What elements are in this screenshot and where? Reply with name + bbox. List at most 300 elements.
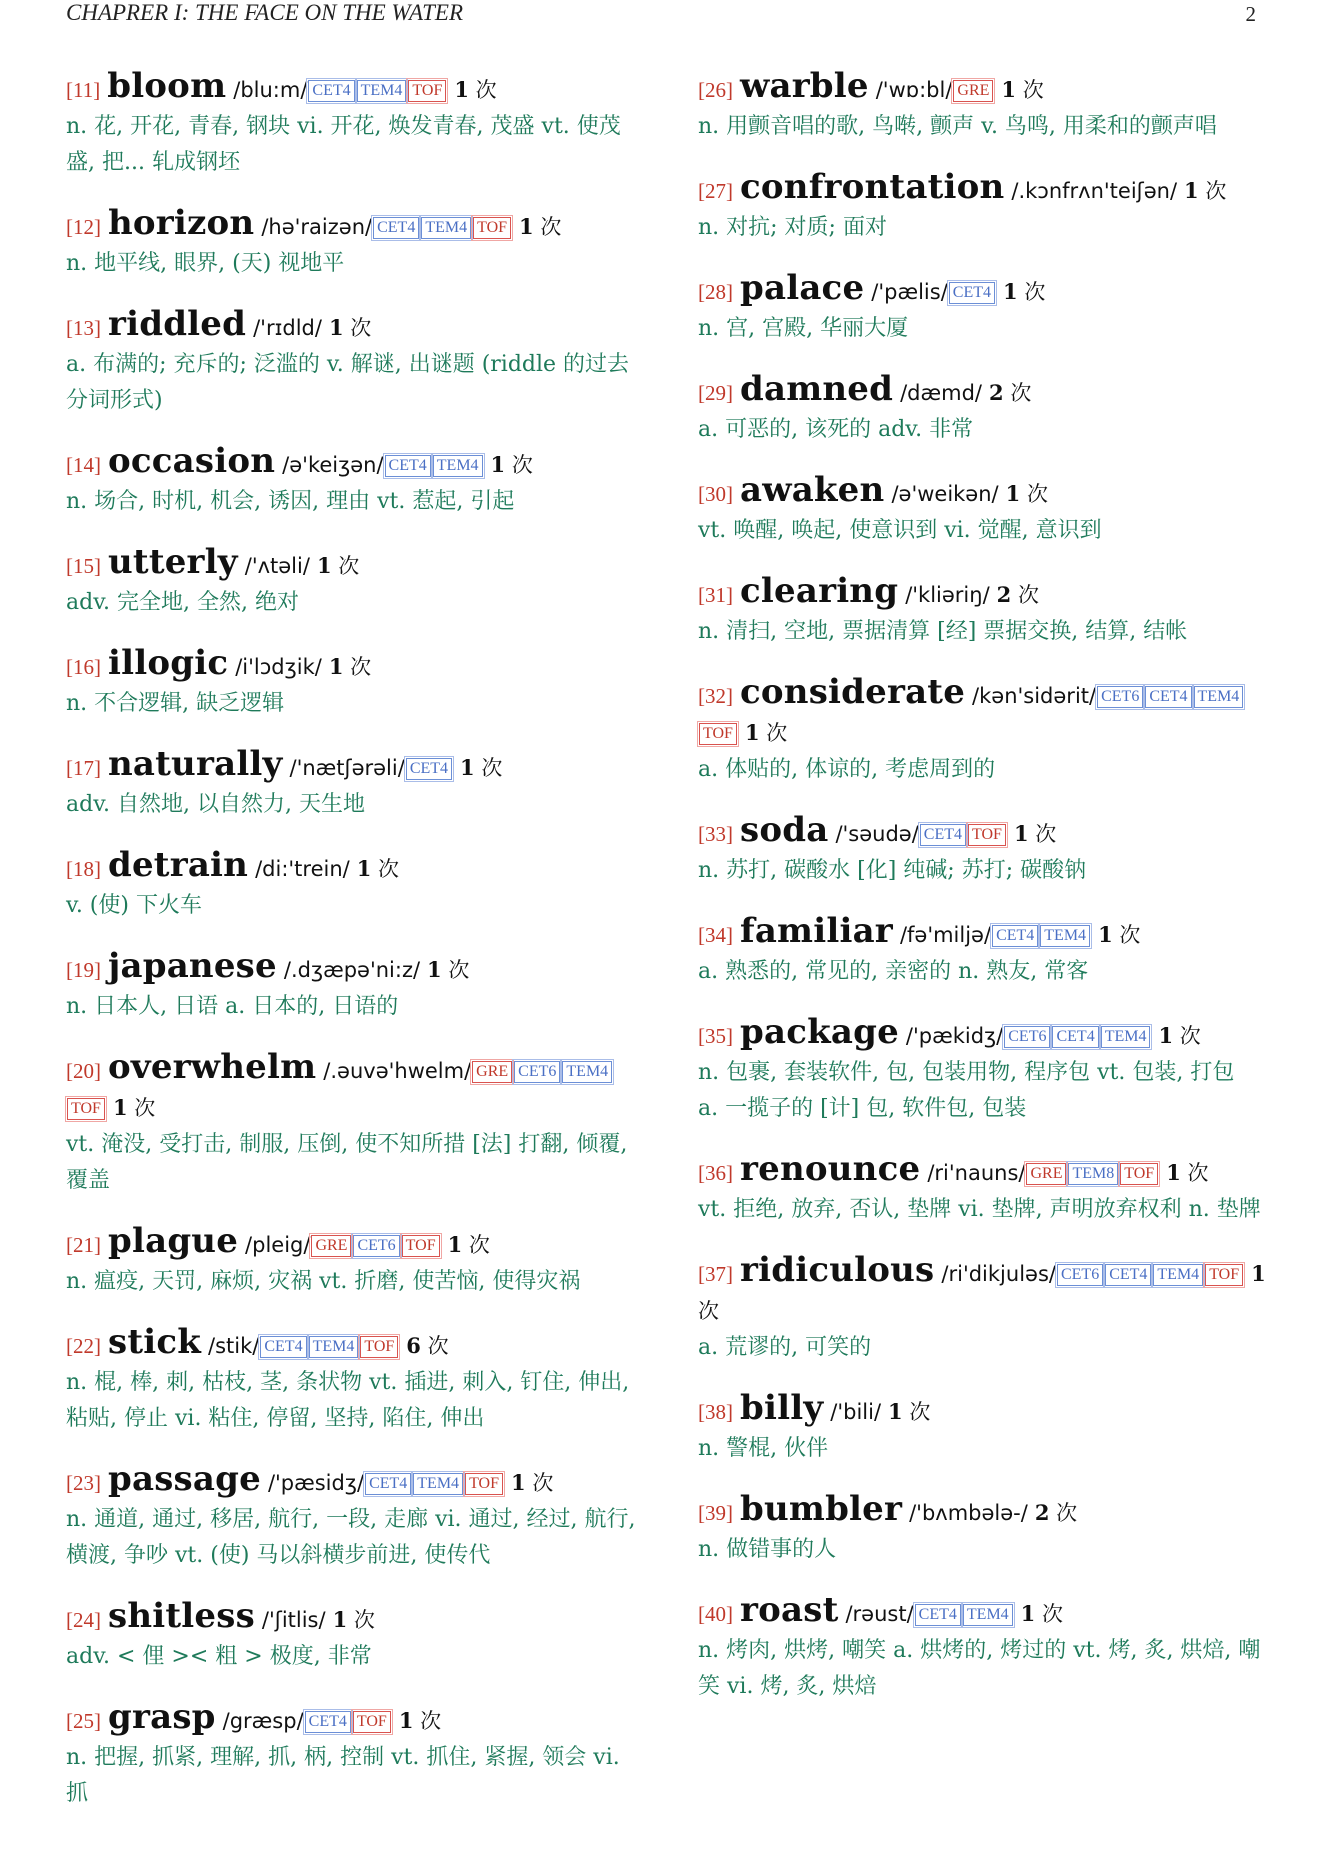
vocab-entry	[66, 1598, 636, 1675]
occurrence-count	[1001, 78, 1043, 102]
exam-tag: GRE	[311, 1235, 351, 1257]
count-value: 2	[1034, 1500, 1050, 1525]
headword: grasp	[108, 1697, 216, 1737]
entry-headword-line	[66, 306, 636, 347]
entry-headword-line	[66, 443, 636, 484]
headword: familiar	[740, 911, 893, 951]
exam-tag: TEM4	[1194, 686, 1244, 708]
entry-number: [39]	[698, 1501, 733, 1525]
exam-tag: GRE	[953, 80, 993, 102]
count-unit: 次	[378, 857, 400, 881]
count-value: 1	[744, 720, 760, 745]
exam-tag: TEM4	[421, 217, 471, 239]
entry-headword-line	[698, 68, 1268, 109]
exam-tag: CET4	[1145, 686, 1191, 708]
exam-tag: TEM4	[413, 1473, 463, 1495]
occurrence-count	[1014, 822, 1056, 846]
vocab-entry	[66, 847, 636, 924]
occurrence-count	[460, 756, 502, 780]
vocab-entry	[66, 1223, 636, 1300]
count-unit: 次	[1024, 280, 1046, 304]
entry-headword-line	[698, 1390, 1268, 1431]
headword: warble	[740, 66, 869, 106]
headword: renounce	[740, 1149, 921, 1189]
vocab-entry	[698, 1491, 1268, 1568]
definition: n. 通道, 通过, 移居, 航行, 一段, 走廊 vi. 通过, 经过, 航行, 横渡, 争吵 vt. (使) 马以斜横步前进, 使传代	[66, 1507, 636, 1568]
exam-tag: CET4	[260, 1336, 306, 1358]
definition: n. 场合, 时机, 机会, 诱因, 理由 vt. 惹起, 引起	[66, 489, 515, 514]
vocab-entry	[66, 1324, 636, 1437]
phonetic: /hə'raizən/	[261, 215, 373, 239]
count-unit: 次	[909, 1400, 931, 1424]
vocab-entry	[698, 812, 1268, 889]
count-unit: 次	[338, 554, 360, 578]
vocab-entry	[698, 1014, 1268, 1127]
definition: adv. < 俚 >< 粗 > 极度, 非常	[66, 1644, 372, 1669]
entry-headword-line	[66, 847, 636, 888]
phonetic: /di:'trein/	[255, 857, 350, 881]
count-unit: 次	[350, 655, 372, 679]
occurrence-count	[1098, 923, 1140, 947]
phonetic: /'ʌtəli/	[244, 554, 310, 578]
entry-number: [40]	[698, 1602, 733, 1626]
phonetic: /'ʃitlis/	[261, 1608, 326, 1632]
entry-number: [35]	[698, 1024, 733, 1048]
exam-tag: TOF	[1120, 1163, 1158, 1185]
entry-headword-line	[698, 1151, 1268, 1192]
exam-tag: CET4	[308, 80, 354, 102]
count-value: 1	[519, 214, 534, 239]
count-unit: 次	[353, 1608, 375, 1632]
occurrence-count	[406, 1334, 448, 1358]
occurrence-count	[1158, 1024, 1200, 1048]
phonetic: /'səudə/	[835, 822, 919, 846]
occurrence-count	[333, 1608, 375, 1632]
entry-number: [16]	[66, 655, 101, 679]
page-number: 2	[1245, 2, 1256, 26]
phonetic: /'wɒ:bl/	[875, 78, 953, 102]
vocab-entry	[66, 68, 636, 181]
phonetic: /i'lɔdʒik/	[235, 655, 322, 679]
vocab-entry	[698, 68, 1268, 145]
count-value: 1	[1013, 821, 1029, 846]
count-unit: 次	[1056, 1501, 1078, 1525]
definition: n. 包裹, 套装软件, 包, 包装用物, 程序包 vt. 包装, 打包	[698, 1060, 1235, 1085]
exam-tag: TOF	[408, 80, 446, 102]
phonetic: /.dʒæpə'ni:z/	[283, 958, 421, 982]
exam-tag: CET4	[406, 758, 452, 780]
vocab-entry	[66, 1461, 636, 1574]
count-unit: 次	[350, 316, 372, 340]
vocab-entry	[66, 306, 636, 419]
phonetic: /'rɪdld/	[253, 316, 322, 340]
count-value: 1	[328, 654, 344, 679]
entry-headword-line	[698, 1592, 1268, 1633]
exam-tag: CET4	[373, 217, 419, 239]
count-unit: 次	[1035, 822, 1057, 846]
headword: utterly	[108, 542, 238, 582]
definition: n. 花, 开花, 青春, 钢块 vi. 开花, 焕发青春, 茂盛 vt. 使茂盛, 把... 轧成钢坯	[66, 114, 621, 175]
vocab-entry	[698, 573, 1268, 650]
entry-number: [26]	[698, 78, 733, 102]
count-value: 2	[989, 380, 1004, 405]
exam-tag: CET4	[920, 824, 966, 846]
definition: a. 体贴的, 体谅的, 考虑周到的	[698, 757, 996, 782]
right-column	[698, 68, 1268, 1729]
occurrence-count	[989, 381, 1031, 405]
count-unit: 次	[134, 1096, 156, 1120]
occurrence-count	[1021, 1602, 1063, 1626]
entry-headword-line	[698, 812, 1268, 853]
count-value: 1	[398, 1708, 414, 1733]
exam-tag: TOF	[473, 217, 511, 239]
occurrence-count	[454, 78, 496, 102]
definition: vt. 唤醒, 唤起, 使意识到 vi. 觉醒, 意识到	[698, 518, 1102, 543]
count-value: 1	[1001, 77, 1017, 102]
occurrence-count	[745, 721, 787, 745]
phonetic: /ə'weikən/	[891, 482, 999, 506]
headword: roast	[740, 1590, 839, 1630]
exam-tag: CET4	[992, 925, 1038, 947]
exam-tag: TEM4	[433, 455, 483, 477]
count-value: 1	[490, 452, 506, 477]
exam-tag: TOF	[1205, 1264, 1243, 1286]
phonetic: /'bʌmbələ-/	[909, 1501, 1028, 1525]
occurrence-count	[491, 453, 533, 477]
definition: n. 对抗; 对质; 面对	[698, 215, 887, 240]
page-header	[66, 0, 1256, 30]
vocab-entry	[66, 443, 636, 520]
count-unit: 次	[1179, 1024, 1201, 1048]
entry-number: [17]	[66, 756, 101, 780]
entry-headword-line	[66, 1324, 636, 1365]
occurrence-count	[427, 958, 469, 982]
count-value: 1	[112, 1095, 128, 1120]
vocab-entry	[66, 205, 636, 282]
phonetic: /.əuvə'hwelm/	[323, 1059, 472, 1083]
entry-headword-line	[698, 573, 1268, 614]
vocab-entry	[698, 472, 1268, 549]
phonetic: /'bili/	[830, 1400, 882, 1424]
phonetic: /stik/	[208, 1334, 260, 1358]
headword: stick	[108, 1322, 202, 1362]
entry-number: [33]	[698, 822, 733, 846]
definition: vt. 拒绝, 放弃, 否认, 垫牌 vi. 垫牌, 声明放弃权利 n. 垫牌	[698, 1197, 1261, 1222]
occurrence-count	[888, 1400, 930, 1424]
exam-tag: CET4	[949, 282, 995, 304]
headword: illogic	[108, 643, 229, 683]
entry-number: [38]	[698, 1400, 733, 1424]
vocab-entry	[698, 674, 1268, 788]
definition: v. (使) 下火车	[66, 893, 202, 918]
occurrence-count	[1184, 179, 1226, 203]
chapter-title: CHAPRER I: THE FACE ON THE WATER	[66, 0, 464, 25]
headword: soda	[740, 810, 829, 850]
count-unit: 次	[468, 1233, 490, 1257]
vocab-entry	[698, 371, 1268, 448]
occurrence-count	[1035, 1501, 1077, 1525]
headword: shitless	[108, 1596, 255, 1636]
occurrence-count	[1003, 280, 1045, 304]
exam-tag: TOF	[968, 824, 1006, 846]
count-unit: 次	[427, 1334, 449, 1358]
entry-number: [23]	[66, 1471, 101, 1495]
definition: n. 清扫, 空地, 票据清算 [经] 票据交换, 结算, 结帐	[698, 619, 1188, 644]
entry-number: [13]	[66, 316, 101, 340]
exam-tag: CET6	[353, 1235, 399, 1257]
exam-tag: CET4	[1052, 1026, 1098, 1048]
entry-headword-line	[66, 68, 636, 109]
definition: a. 布满的; 充斥的; 泛滥的 v. 解谜, 出谜题 (riddle 的过去分词形式)	[66, 352, 630, 413]
definition: n. 棍, 棒, 刺, 枯枝, 茎, 条状物 vt. 插进, 刺入, 钉住, 伸出, 粘贴, 停止 vi. 粘住, 停留, 坚持, 陷住, 伸出	[66, 1370, 630, 1431]
entry-headword-line	[698, 371, 1268, 412]
entry-headword-line	[66, 544, 636, 585]
exam-tag: TEM4	[1153, 1264, 1203, 1286]
phonetic: /pleig/	[245, 1233, 311, 1257]
exam-tag: TEM8	[1068, 1163, 1118, 1185]
definition: n. 警棍, 伙伴	[698, 1436, 829, 1461]
definition: a. 一揽子的 [计] 包, 软件包, 包装	[698, 1096, 1027, 1121]
count-unit: 次	[766, 721, 788, 745]
entry-headword-line	[698, 1491, 1268, 1532]
occurrence-count	[1166, 1161, 1208, 1185]
entry-number: [15]	[66, 554, 101, 578]
exam-tag: CET4	[305, 1711, 351, 1733]
phonetic: /fə'miljə/	[899, 923, 992, 947]
entry-number: [28]	[698, 280, 733, 304]
entry-number: [25]	[66, 1709, 101, 1733]
exam-tag: TOF	[353, 1711, 391, 1733]
headword: billy	[740, 1388, 824, 1428]
occurrence-count	[448, 1233, 490, 1257]
entry-number: [19]	[66, 958, 101, 982]
headword: bloom	[107, 66, 227, 106]
count-unit: 次	[1022, 78, 1044, 102]
entry-headword-line	[66, 645, 636, 686]
count-value: 1	[454, 77, 469, 102]
count-unit: 次	[1187, 1161, 1209, 1185]
definition: n. 苏打, 碳酸水 [化] 纯碱; 苏打; 碳酸钠	[698, 858, 1087, 883]
count-unit: 次	[1119, 923, 1141, 947]
entry-headword-line	[698, 674, 1268, 752]
phonetic: /'kliəriŋ/	[905, 583, 990, 607]
exam-tag: TEM4	[562, 1061, 612, 1083]
entry-headword-line	[66, 746, 636, 787]
count-unit: 次	[511, 453, 533, 477]
exam-tag: TEM4	[309, 1336, 359, 1358]
exam-tag: CET4	[1105, 1264, 1151, 1286]
entry-number: [30]	[698, 482, 733, 506]
count-value: 1	[316, 553, 332, 578]
exam-tag: TEM4	[357, 80, 407, 102]
entry-number: [14]	[66, 453, 101, 477]
headword: plague	[108, 1221, 239, 1261]
entry-headword-line	[66, 1699, 636, 1740]
phonetic: /'pælis/	[871, 280, 948, 304]
left-column	[66, 68, 636, 1836]
entry-number: [34]	[698, 923, 733, 947]
count-unit: 次	[532, 1471, 554, 1495]
entry-number: [20]	[66, 1059, 101, 1083]
vocab-entry	[698, 1390, 1268, 1467]
entry-number: [27]	[698, 179, 733, 203]
count-value: 1	[1251, 1261, 1266, 1286]
entry-number: [32]	[698, 684, 733, 708]
exam-tag: TOF	[402, 1235, 440, 1257]
exam-tag: TEM4	[1101, 1026, 1151, 1048]
count-unit: 次	[475, 78, 497, 102]
definition: n. 做错事的人	[698, 1537, 837, 1562]
headword: naturally	[108, 744, 283, 784]
exam-tag: GRE	[1026, 1163, 1066, 1185]
phonetic: /ri'nauns/	[927, 1161, 1026, 1185]
entry-headword-line	[698, 169, 1268, 210]
count-value: 1	[460, 755, 475, 780]
entry-headword-line	[698, 913, 1268, 954]
count-value: 2	[996, 582, 1012, 607]
occurrence-count	[357, 857, 399, 881]
phonetic: /'nætʃərəli/	[289, 756, 405, 780]
exam-tag: CET6	[1057, 1264, 1103, 1286]
count-unit: 次	[1205, 179, 1227, 203]
vocab-entry	[66, 948, 636, 1025]
exam-tag: GRE	[472, 1061, 512, 1083]
exam-tag: TOF	[699, 723, 737, 745]
headword: detrain	[108, 845, 249, 885]
count-unit: 次	[448, 958, 470, 982]
vocab-entry	[66, 1699, 636, 1812]
count-value: 1	[511, 1470, 526, 1495]
phonetic: /blu:m/	[233, 78, 308, 102]
occurrence-count	[1006, 482, 1048, 506]
vocab-entry	[66, 645, 636, 722]
entry-number: [24]	[66, 1608, 101, 1632]
headword: bumbler	[740, 1489, 903, 1529]
phonetic: /'pækidʒ/	[905, 1024, 1004, 1048]
phonetic: /græsp/	[222, 1709, 304, 1733]
headword: confrontation	[740, 167, 1005, 207]
occurrence-count	[519, 215, 561, 239]
exam-tag: CET6	[514, 1061, 560, 1083]
headword: considerate	[740, 672, 966, 712]
count-unit: 次	[698, 1299, 719, 1323]
entry-number: [18]	[66, 857, 101, 881]
phonetic: /'pæsidʒ/	[267, 1471, 365, 1495]
definition: adv. 完全地, 全然, 绝对	[66, 590, 299, 615]
count-value: 1	[356, 856, 372, 881]
definition: vt. 淹没, 受打击, 制服, 压倒, 使不知所措 [法] 打翻, 倾覆, 覆盖	[66, 1132, 628, 1193]
count-value: 1	[888, 1399, 903, 1424]
occurrence-count	[399, 1709, 441, 1733]
occurrence-count	[329, 655, 371, 679]
exam-tag: CET4	[385, 455, 431, 477]
count-value: 6	[406, 1333, 421, 1358]
count-value: 1	[332, 1607, 348, 1632]
definition: n. 把握, 抓紧, 理解, 抓, 柄, 控制 vt. 抓住, 紧握, 领会 vi. 抓	[66, 1745, 620, 1806]
headword: passage	[108, 1459, 261, 1499]
exam-tag: TOF	[465, 1473, 503, 1495]
entry-headword-line	[66, 1049, 636, 1127]
definition: n. 地平线, 眼界, (天) 视地平	[66, 251, 345, 276]
entry-headword-line	[66, 948, 636, 989]
count-unit: 次	[1017, 583, 1039, 607]
phonetic: /dæmd/	[900, 381, 982, 405]
entry-headword-line	[66, 1461, 636, 1502]
vocab-entry	[698, 270, 1268, 347]
count-value: 1	[1158, 1023, 1174, 1048]
exam-tag: CET6	[1097, 686, 1143, 708]
vocab-entry	[66, 746, 636, 823]
exam-tag: TOF	[67, 1098, 105, 1120]
headword: package	[740, 1012, 899, 1052]
entry-number: [11]	[66, 78, 101, 102]
exam-tag: CET6	[1004, 1026, 1050, 1048]
vocab-entry	[66, 544, 636, 621]
entry-headword-line	[66, 1598, 636, 1639]
exam-tag: CET4	[915, 1604, 961, 1626]
entry-number: [36]	[698, 1161, 733, 1185]
vocab-entry	[66, 1049, 636, 1199]
count-unit: 次	[1026, 482, 1048, 506]
occurrence-count	[113, 1096, 155, 1120]
headword: overwhelm	[108, 1047, 317, 1087]
count-value: 1	[1020, 1601, 1036, 1626]
entry-number: [31]	[698, 583, 733, 607]
definition: n. 用颤音唱的歌, 鸟啭, 颤声 v. 鸟鸣, 用柔和的颤声唱	[698, 114, 1217, 139]
phonetic: /kən'sidərit/	[972, 684, 1097, 708]
entry-number: [12]	[66, 215, 101, 239]
count-unit: 次	[1041, 1602, 1063, 1626]
headword: palace	[740, 268, 865, 308]
definition: a. 可恶的, 该死的 adv. 非常	[698, 417, 974, 442]
headword: japanese	[108, 946, 277, 986]
headword: horizon	[108, 203, 255, 243]
headword: damned	[740, 369, 894, 409]
count-unit: 次	[1010, 381, 1032, 405]
entry-headword-line	[66, 205, 636, 246]
count-unit: 次	[540, 215, 562, 239]
occurrence-count	[329, 316, 371, 340]
definition: n. 宫, 宫殿, 华丽大厦	[698, 316, 909, 341]
vocab-entry	[698, 1592, 1268, 1705]
vocab-entry	[698, 913, 1268, 990]
entry-number: [22]	[66, 1334, 101, 1358]
entry-headword-line	[698, 270, 1268, 311]
headword: riddled	[108, 304, 247, 344]
phonetic: /.kɔnfrʌn'teiʃən/	[1011, 179, 1178, 203]
vocab-entry	[698, 1151, 1268, 1228]
phonetic: /ə'keiʒən/	[282, 453, 384, 477]
count-value: 1	[1166, 1160, 1181, 1185]
count-unit: 次	[420, 1709, 442, 1733]
headword: occasion	[108, 441, 276, 481]
headword: clearing	[740, 571, 899, 611]
exam-tag: TEM4	[963, 1604, 1013, 1626]
count-value: 1	[1005, 481, 1021, 506]
count-value: 1	[1184, 178, 1199, 203]
vocab-entry	[698, 1252, 1268, 1366]
count-value: 1	[1003, 279, 1018, 304]
occurrence-count	[997, 583, 1039, 607]
phonetic: /rəust/	[845, 1602, 914, 1626]
count-value: 1	[447, 1232, 463, 1257]
definition: adv. 自然地, 以自然力, 天生地	[66, 792, 365, 817]
headword: ridiculous	[740, 1250, 935, 1290]
occurrence-count	[317, 554, 359, 578]
entry-headword-line	[698, 1252, 1268, 1330]
count-value: 1	[328, 315, 344, 340]
count-value: 1	[427, 957, 442, 982]
